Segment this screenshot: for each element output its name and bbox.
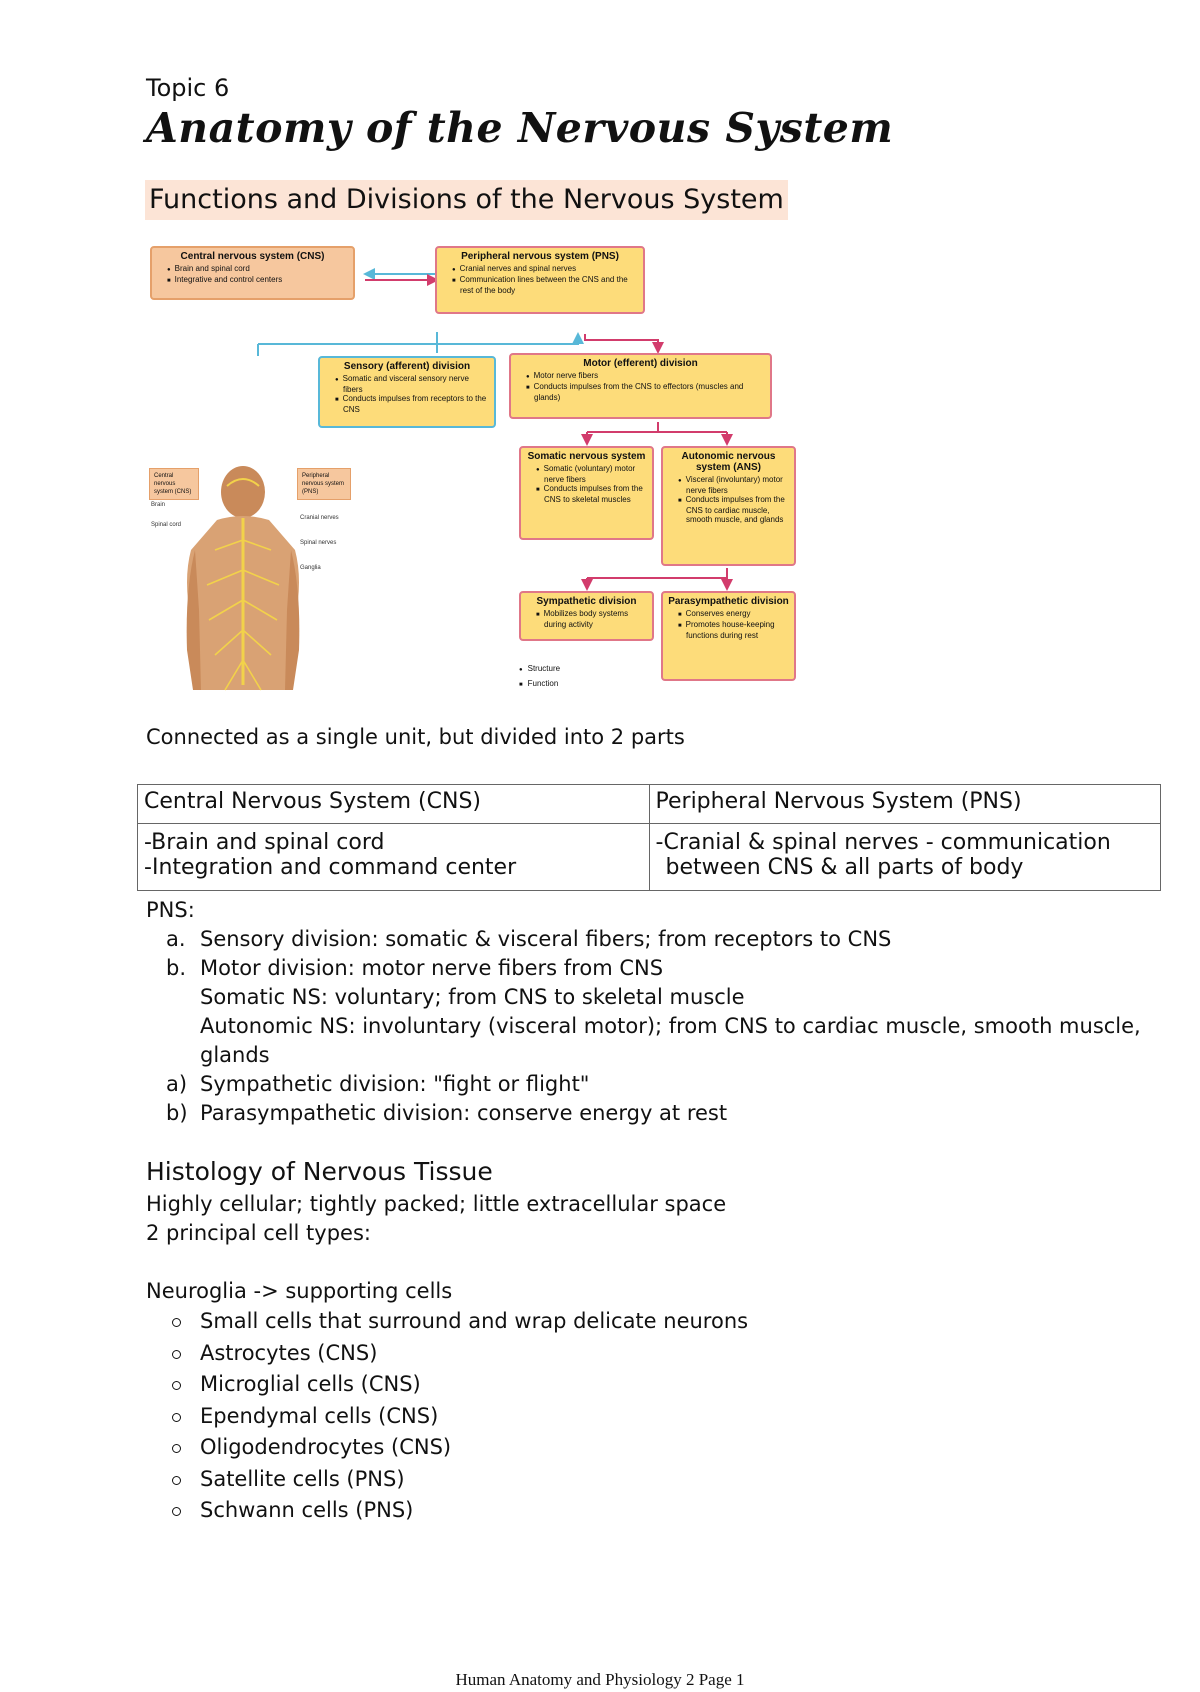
autonomic-box-structure: ● Visceral (involuntary) motor nerve fibers [676,475,789,495]
table-header-pns: Peripheral Nervous System (PNS) [649,785,1161,824]
page-title: Anatomy of the Nervous System [146,104,894,152]
autonomic-box-function: ■ Conducts impulses from the CNS to cardiac muscle, smooth muscle, and glands [676,495,789,524]
body-cns-tag: Central nervous system (CNS) [149,468,199,500]
table-cell-pns [649,824,1161,891]
list-subline: Autonomic NS: involuntary (visceral motor); from CNS to cardiac muscle, smooth muscle, [200,1014,1141,1038]
motor-box-structure: ● Motor nerve fibers [524,371,765,382]
neuroglia-label: Neuroglia -> supporting cells [146,1279,453,1303]
bullet-icon [172,1350,181,1359]
motor-box-function: ■ Conducts impulses from the CNS to effectors (muscles and glands) [524,382,765,402]
pns-box-function: ■ Communication lines between the CNS and the rest of the body [450,275,638,295]
bullet-icon [172,1476,181,1485]
list-item: b. Motor division: motor nerve fibers from CNS [166,956,664,980]
pns-label: PNS: [146,898,195,922]
motor-box-title: Motor (efferent) division [583,358,698,369]
intro-text: Connected as a single unit, but divided into 2 parts [146,725,685,749]
section-heading-functions: Functions and Divisions of the Nervous System [145,180,788,220]
list-item: Small cells that surround and wrap delicate neurons [146,1306,748,1338]
legend-function: ■ Function [519,677,560,692]
callout-ganglia: Ganglia [300,565,321,571]
cns-pns-comparison-table [137,784,1161,891]
legend-structure: ● Structure [519,662,560,677]
pns-box-structure: ● Cranial nerves and spinal nerves [450,264,638,275]
neuroglia-list [146,1306,748,1527]
list-item: Satellite cells (PNS) [146,1464,748,1496]
parasympathetic-box-title: Parasympathetic division [668,596,789,607]
cns-line-2: -Integration and command center [144,855,517,880]
cns-box-function: ■ Integrative and control centers [165,275,348,286]
section-heading-histology: Histology of Nervous Tissue [146,1157,493,1186]
parasympathetic-division-box [661,591,796,681]
table-header-row [138,785,1161,824]
somatic-box-function: ■ Conducts impulses from the CNS to skeletal muscles [534,484,647,504]
table-cell-cns [138,824,650,891]
nervous-system-flowchart [145,250,805,695]
list-item: Schwann cells (PNS) [146,1495,748,1527]
pns-section [146,896,1141,1128]
pns-box-title: Peripheral nervous system (PNS) [461,251,619,262]
human-body-illustration [187,466,300,690]
list-item: b) Parasympathetic division: conserve energy at rest [166,1101,728,1125]
callout-spinal-nerves: Spinal nerves [300,540,337,546]
histology-line-1: Highly cellular; tightly packed; little extracellular space [146,1192,727,1216]
callout-spinal-cord: Spinal cord [151,522,182,528]
histology-line-2: 2 principal cell types: [146,1221,371,1245]
sympathetic-box-title: Sympathetic division [536,596,637,607]
callout-brain: Brain [151,502,166,508]
sensory-box-title: Sensory (afferent) division [343,361,471,372]
sensory-box-function: ■ Conducts impulses from receptors to the CNS [333,394,489,414]
bullet-icon [172,1413,181,1422]
bullet-icon [172,1444,181,1453]
bullet-icon [172,1318,181,1327]
pns-line-1: -Cranial & spinal nerves - communication [655,830,1111,855]
pns-line-2: between CNS & all parts of body [665,855,1024,880]
list-item: Microglial cells (CNS) [146,1369,748,1401]
list-item: Ependymal cells (CNS) [146,1401,748,1433]
cns-box [150,246,355,300]
list-item: a) Sympathetic division: "fight or flight" [166,1072,590,1096]
list-item: Oligodendrocytes (CNS) [146,1432,748,1464]
sympathetic-division-box [519,591,654,641]
parasympathetic-box-function-1: ■ Conserves energy [676,609,789,620]
somatic-box-structure: ● Somatic (voluntary) motor nerve fibers [534,464,647,484]
autonomic-ns-box [661,446,796,566]
pns-box [435,246,645,314]
body-pns-tag: Peripheral nervous system (PNS) [297,468,351,500]
list-item: Astrocytes (CNS) [146,1338,748,1370]
figure-legend [519,662,560,692]
parasympathetic-box-function-2: ■ Promotes house-keeping functions during rest [676,620,789,640]
list-subline: glands [200,1043,270,1067]
sensory-division-box [318,356,496,428]
sensory-box-structure: ● Somatic and visceral sensory nerve fibers [333,374,489,394]
sympathetic-box-function: ■ Mobilizes body systems during activity [534,609,647,629]
somatic-box-title: Somatic nervous system [527,451,646,462]
list-item: a. Sensory division: somatic & visceral fibers; from receptors to CNS [166,927,892,951]
callout-cranial-nerves: Cranial nerves [300,515,339,521]
page-footer: Human Anatomy and Physiology 2 Page 1 [455,1670,745,1689]
cns-line-1: -Brain and spinal cord [144,830,385,855]
table-row [138,824,1161,891]
bullet-icon [172,1381,181,1390]
bullet-icon [172,1507,181,1516]
motor-division-box [509,353,772,419]
list-subline: Somatic NS: voluntary; from CNS to skeletal muscle [200,985,745,1009]
somatic-ns-box [519,446,654,540]
table-header-cns: Central Nervous System (CNS) [138,785,650,824]
topic-label: Topic 6 [146,74,230,102]
autonomic-box-title: Autonomic nervous system (ANS) [681,451,776,473]
cns-box-structure: ● Brain and spinal cord [165,264,348,275]
cns-box-title: Central nervous system (CNS) [180,251,325,262]
